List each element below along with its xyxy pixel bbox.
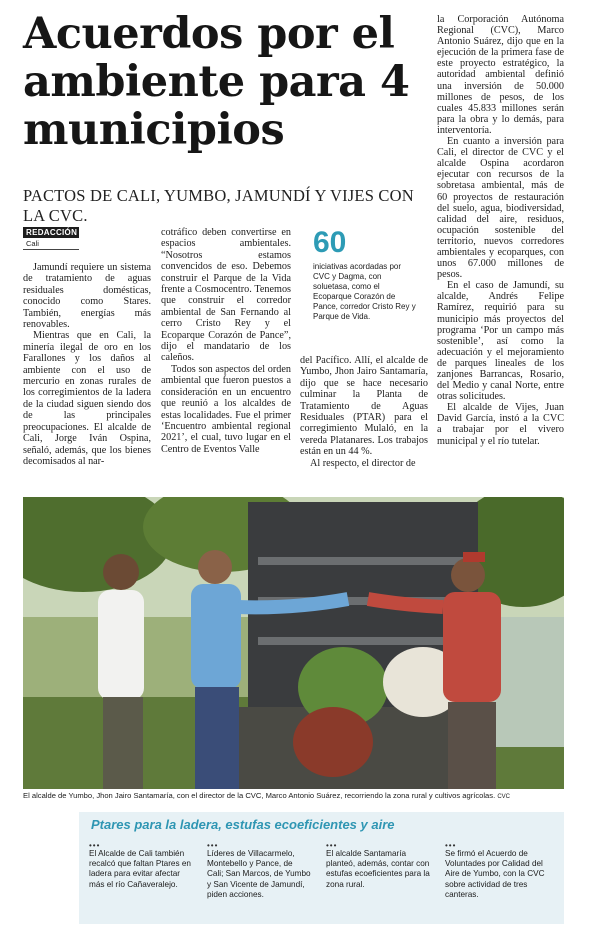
photo-caption [23, 791, 564, 802]
bullet-dots: ••• [326, 841, 338, 850]
panel-title: Ptares para la ladera, estufas ecoeficientes y aire [91, 817, 395, 832]
panel-item-text: Se firmó el Acuerdo de Voluntades por Calidad del Aire de Yumbo, con la CVC sobre actividad de tres canteras. [445, 849, 545, 899]
bullet-dots: ••• [207, 841, 219, 850]
paragraph: Mientras que en Cali, la minería ilegal de oro en los Farallones y los daños al ambiente con el uso de mercurio en zonas rurales de los corregimientos de la ladera de la ciudad siguen siendo dos de las principales preocupaciones. El alcalde de Cali, Jorge Iván Ospina, señaló, además, que los bienes decomisados al nar- [23, 330, 151, 467]
paragraph: En cuanto a inversión para Cali, el director de CVC y el alcalde Ospina acordaron ejecutar con recursos de la sobretasa ambiental, más de 60 proyectos de restauración del suelo, agua, biodiversidad, calidad del aire, residuos, ocupación sostenible del territorio, nuevos corredores ambientales y ecoparques, con unos 67.000 millones de pesos. [437, 136, 564, 281]
article-column-2 [161, 227, 291, 455]
byline [23, 227, 79, 250]
headline: Acuerdos por el ambiente para 4 municipios [23, 9, 410, 155]
article-column-4 [437, 14, 564, 447]
paragraph: cotráfico deben convertirse en espacios ambientales. “Nosotros estamos convencidos de eso. Debemos construir el Parque de la Vida frente a Cosmocentro. Tenemos que construir el corredor ambiental de San Fernando al cerro Cristo Rey y el Ecoparque Corazón de Pance”, dijo el mandatario de los caleños. [161, 227, 291, 364]
article-column-3 [300, 355, 428, 469]
bullet-dots: ••• [89, 841, 101, 850]
caption-text: El alcalde de Yumbo, Jhon Jairo Santamaría, con el director de la CVC, Marco Antonio Suárez, recorriendo la zona rural y cultivos agrícolas. [23, 791, 496, 800]
panel-item [89, 842, 193, 890]
paragraph: del Pacífico. Allí, el alcalde de Yumbo, Jhon Jairo Santamaría, dijo que se hace necesario culminar la Planta de Tratamiento de Aguas Residuales (PTAR) para el corregimiento Mulaló, en la vereda Platanares. Los trabajos están en un 44 %. [300, 355, 428, 458]
paragraph: En el caso de Jamundí, su alcalde, Andrés Felipe Ramírez, requirió para su municipio más proyectos del programa ‘Por un campo más sostenible’, así como la adecuación y el mejoramiento de parques lineales de los zanjones Barrancas, Rosario, del Medio y canal Norte, entre otras solicitudes. [437, 280, 564, 403]
deck: PACTOS DE CALI, YUMBO, JAMUNDÍ Y VIJES CON LA CVC. [23, 186, 414, 225]
sidebar-panel [79, 812, 564, 924]
stat-text: iniciativas acordadas por CVC y Dagma, con soluetasa, como el Ecoparque Corazón de Pance, corredor Cristo Rey y Parque de Vida. [313, 262, 416, 321]
panel-item [326, 842, 430, 890]
paragraph: Al respecto, el director de [310, 457, 416, 469]
paragraph: Todos son aspectos del orden ambiental que fueron puestos a consideración en un encuentro que reunió a los alcaldes de estas localidades. Fue el primer ‘Encuentro ambiental regional 2021’, el cual, tuvo lugar en el Centro de Eventos Valle [161, 363, 291, 455]
photo-illustration [23, 497, 564, 789]
panel-item [207, 842, 311, 900]
stat-box [313, 226, 419, 322]
panel-item-text: Líderes de Villacarmelo, Montebello y Pance, de Cali; San Marcos, de Yumbo y San Vicente de Jamundí, piden acciones. [207, 849, 311, 899]
article-column-1 [23, 262, 151, 467]
panel-item [445, 842, 549, 900]
news-photo [23, 497, 564, 789]
paragraph: El alcalde de Vijes, Juan David García, instó a la CVC a trabajar por el vivero municipal y el río tutelar. [437, 402, 564, 447]
stat-number: 60 [313, 226, 347, 259]
paragraph: Jamundí requiere un sistema de tratamiento de aguas residuales domésticas, conocido como Stares. También, energías más renovables. [23, 262, 151, 331]
byline-city: Cali [23, 238, 79, 250]
panel-item-text: El Alcalde de Cali también recalcó que faltan Ptares en ladera para evitar afectar más el río Cañaveralejo. [89, 849, 191, 889]
paragraph: la Corporación Autónoma Regional (CVC), Marco Antonio Suárez, dijo que en la ejecución de la primera fase de este proyecto estratégico, la autoridad ambiental definió una inversión de 50.000 millones de pesos, de los cuales 45.833 millones serán para la obra y lo demás, para interventoría. [437, 14, 564, 136]
caption-credit: CVC [497, 794, 510, 800]
bullet-dots: ••• [445, 841, 457, 850]
panel-item-text: El alcalde Santamaría planteó, además, contar con estufas ecoeficientes para la zona rural. [326, 849, 430, 889]
byline-author: REDACCIÓN [23, 227, 79, 238]
